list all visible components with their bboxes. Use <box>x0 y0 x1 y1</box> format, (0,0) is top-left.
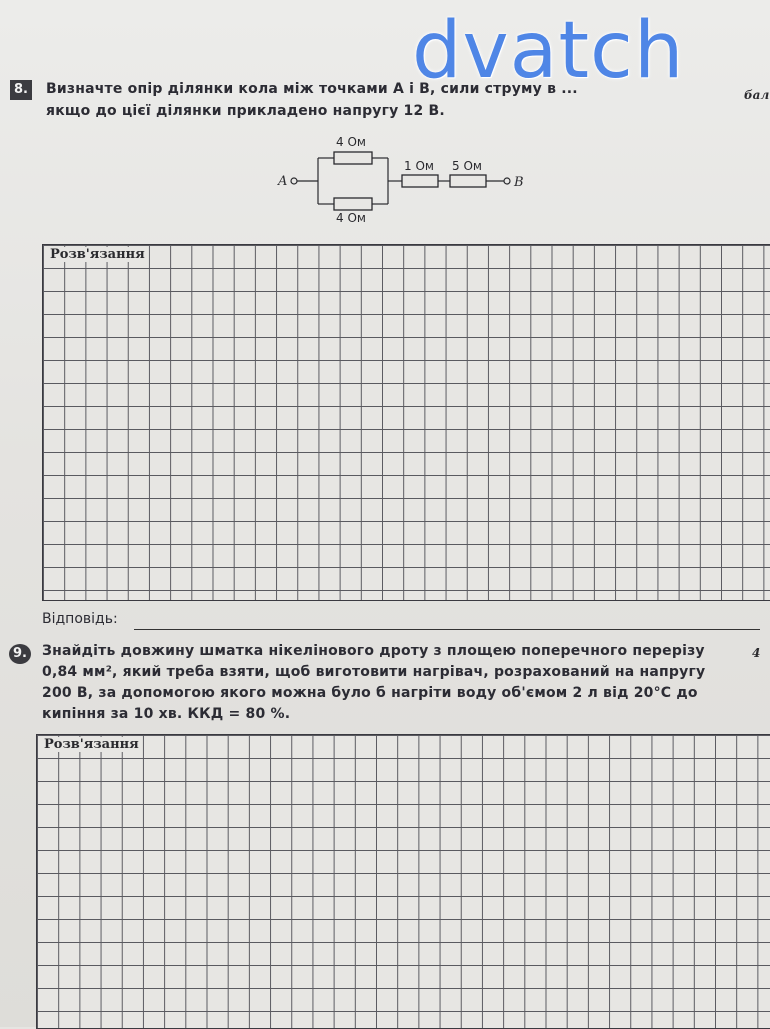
circuit-point-b: B <box>514 175 524 190</box>
circuit-diagram <box>270 130 530 230</box>
solution-label-task-9: Розв'язання <box>44 737 139 752</box>
solution-grid-task-8[interactable] <box>42 244 770 601</box>
resistor-top-icon <box>334 152 372 164</box>
resistor-series-1-icon <box>402 175 438 187</box>
task-8-number: 8. <box>10 80 32 100</box>
task-8-text-line-2: якщо до цієї ділянки прикладено напругу 12 В. <box>46 103 445 119</box>
task-8-text-line-1: Визначте опір ділянки кола між точками A і B, сили струму в ... <box>46 81 578 97</box>
task-9-points-note: 4 <box>752 646 761 660</box>
task-9-text-line-1: Знайдіть довжину шматка нікелінового дроту з площею поперечного перерізу <box>42 643 705 659</box>
task-9-text-line-4: кипіння за 10 хв. ККД = 80 %. <box>42 706 291 722</box>
terminal-b-icon <box>504 178 510 184</box>
answer-label-task-8: Відповідь: <box>42 611 118 627</box>
terminal-a-icon <box>291 178 297 184</box>
task-8-points-note: бал <box>744 88 770 102</box>
solution-label-task-8: Розв'язання <box>50 247 145 262</box>
resistor-bottom-label: 4 Ом <box>336 211 366 225</box>
resistor-series-2-label: 5 Ом <box>452 159 482 173</box>
watermark-logo: dvatch <box>412 6 685 96</box>
resistor-bottom-icon <box>334 198 372 210</box>
solution-grid-task-9[interactable] <box>36 734 770 1029</box>
circuit-point-a: A <box>278 174 288 189</box>
task-9-number: 9. <box>9 644 31 664</box>
resistor-series-1-label: 1 Ом <box>404 159 434 173</box>
task-9-text-line-2: 0,84 мм², який треба взяти, щоб виготовити нагрівач, розрахований на напругу <box>42 664 706 680</box>
answer-line-task-8[interactable] <box>134 629 760 630</box>
task-9-text-line-3: 200 В, за допомогою якого можна було б нагріти воду об'ємом 2 л від 20°С до <box>42 685 698 701</box>
resistor-top-label: 4 Ом <box>336 135 366 149</box>
resistor-series-2-icon <box>450 175 486 187</box>
